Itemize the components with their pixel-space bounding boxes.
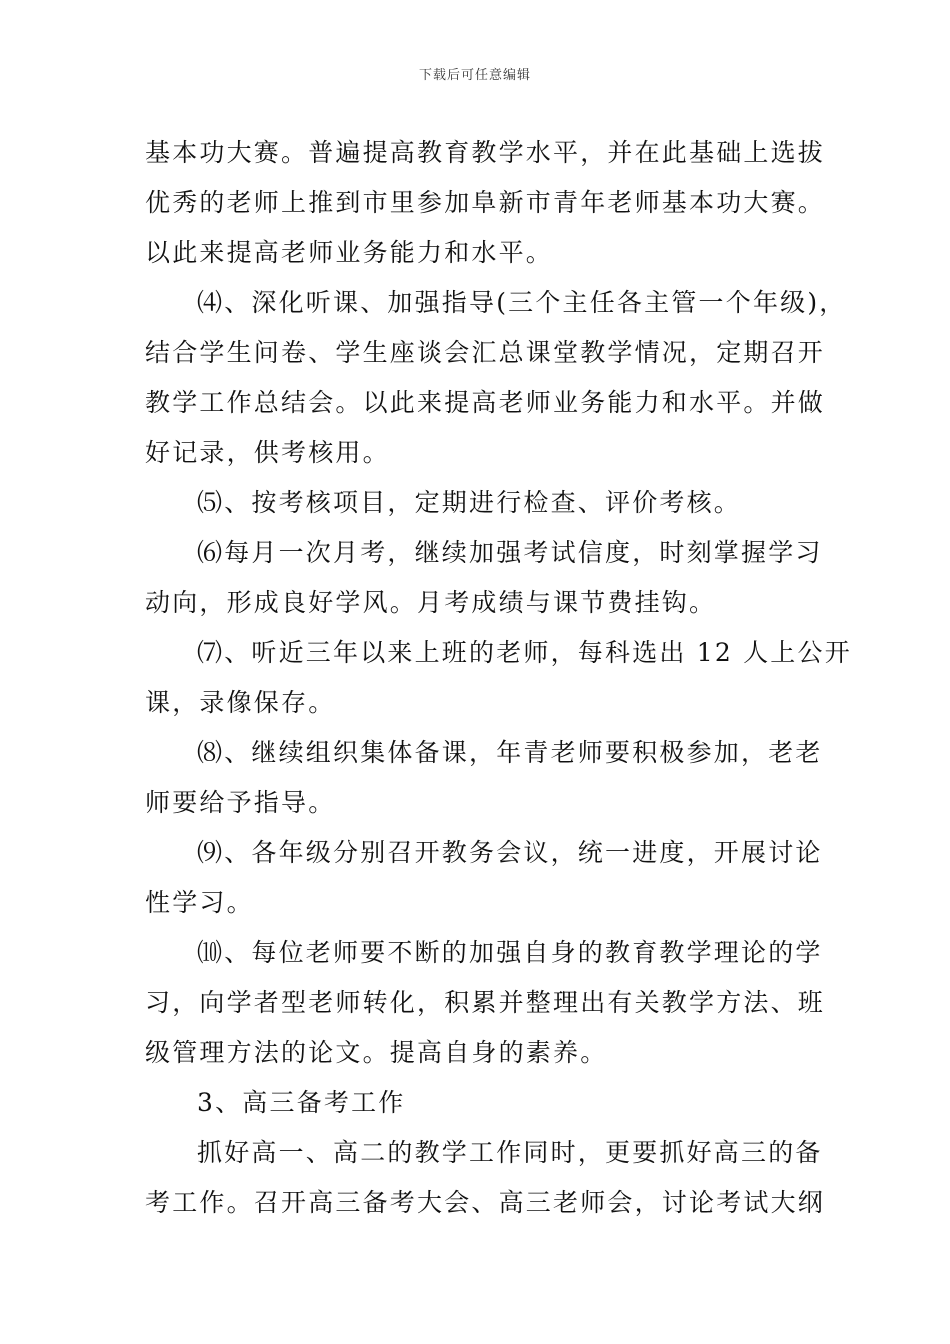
- paragraph-line: 抓好高一、高二的教学工作同时，更要抓好高三的备: [197, 1138, 823, 1167]
- paragraph-line: ⑻、继续组织集体备课，年青老师要积极参加，老老: [197, 738, 823, 767]
- paragraph-line: ⑼、各年级分别召开教务会议，统一进度，开展讨论: [197, 838, 823, 867]
- paragraph-line: 好记录，供考核用。: [145, 438, 390, 467]
- paragraph-line: 教学工作总结会。以此来提高老师业务能力和水平。并做: [145, 388, 826, 417]
- paragraph-line: 习，向学者型老师转化，积累并整理出有关教学方法、班: [145, 988, 826, 1017]
- paragraph: [145, 128, 826, 278]
- paragraph-line: 考工作。召开高三备考大会、高三老师会，讨论考试大纲: [145, 1188, 826, 1217]
- paragraph-line: 3、高三备考工作: [197, 1088, 406, 1117]
- paragraph-line: 结合学生问卷、学生座谈会汇总课堂教学情况，定期召开: [145, 338, 826, 367]
- paragraph: [145, 478, 817, 528]
- paragraph-line: 师要给予指导。: [145, 788, 336, 817]
- paragraph: [145, 1128, 826, 1228]
- paragraph-line: ⑷、深化听课、加强指导(三个主任各主管一个年级)，: [197, 288, 847, 317]
- paragraph-line: 课，录像保存。: [145, 688, 336, 717]
- paragraph-line: ⑸、按考核项目，定期进行检查、评价考核。: [197, 488, 742, 517]
- paragraph-line: 基本功大赛。普遍提高教育教学水平，并在此基础上选拔: [145, 138, 826, 167]
- document-body: [145, 128, 852, 1228]
- paragraph: [145, 528, 823, 628]
- paragraph-line: 优秀的老师上推到市里参加阜新市青年老师基本功大赛。: [145, 188, 826, 217]
- paragraph-line: ⑺、听近三年以来上班的老师，每科选出 12 人上公开: [197, 638, 852, 667]
- paragraph-line: 级管理方法的论文。提高自身的素养。: [145, 1038, 608, 1067]
- paragraph: [145, 728, 823, 828]
- paragraph: [145, 928, 826, 1078]
- paragraph: [145, 628, 852, 728]
- page-header: 下载后可任意编辑: [418, 68, 531, 83]
- paragraph-line: 动向，形成良好学风。月考成绩与课节费挂钩。: [145, 588, 717, 617]
- paragraph: [145, 828, 823, 928]
- paragraph: [145, 1078, 817, 1128]
- paragraph-line: 性学习。: [145, 888, 254, 917]
- paragraph: [145, 278, 847, 478]
- paragraph-line: 以此来提高老师业务能力和水平。: [145, 238, 554, 267]
- paragraph-line: ⑽、每位老师要不断的加强自身的教育教学理论的学: [197, 938, 823, 967]
- paragraph-line: ⑹每月一次月考，继续加强考试信度，时刻掌握学习: [197, 538, 823, 567]
